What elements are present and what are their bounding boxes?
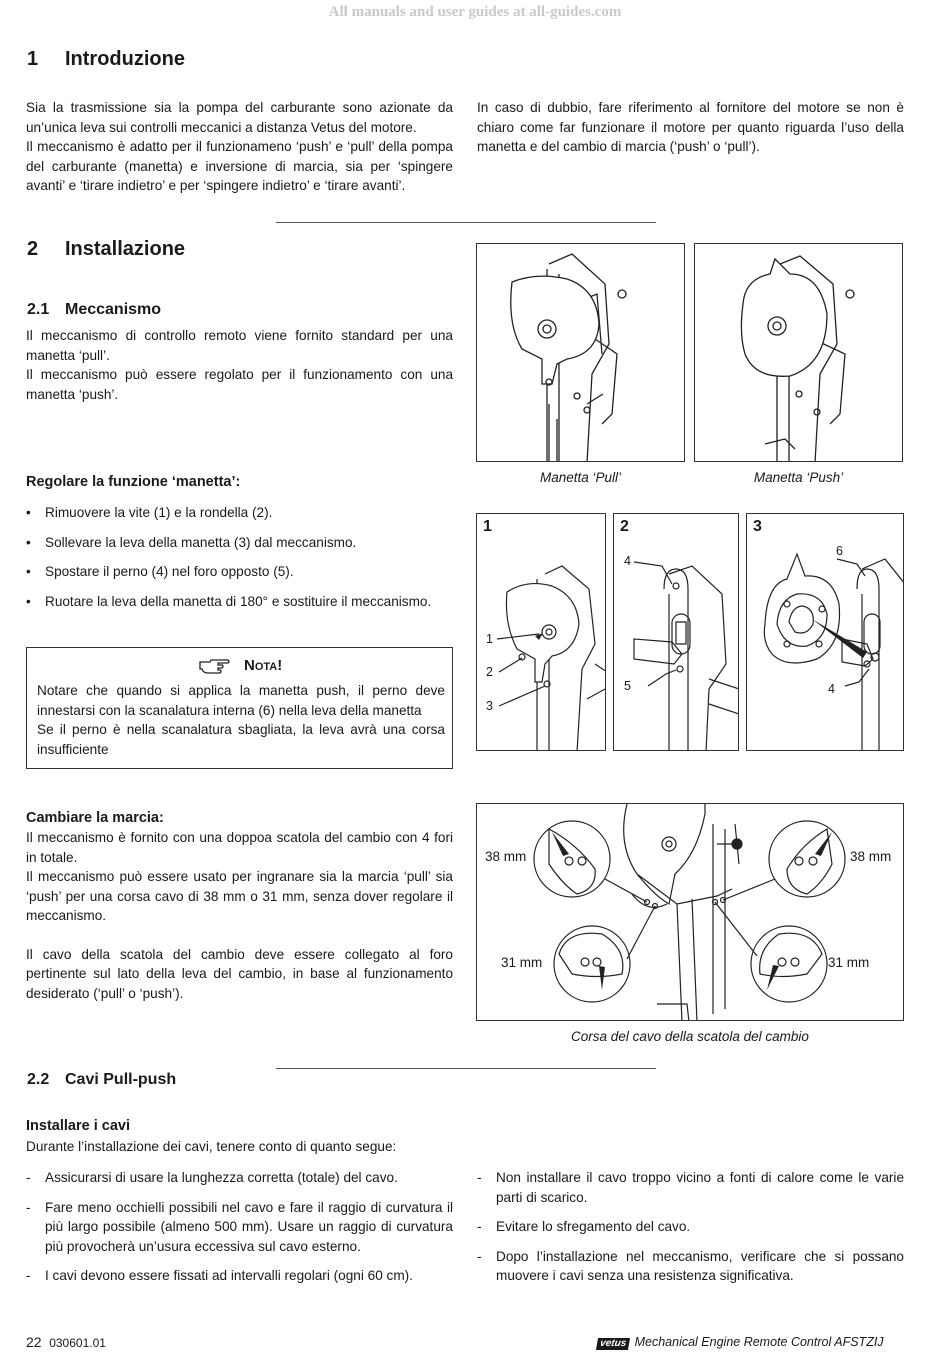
cables-right-list	[477, 1168, 904, 1296]
paragraph: Il meccanismo può essere regolato per il funzionamento con una manetta ‘push’.	[26, 367, 453, 402]
subsection-2-2-heading	[27, 1070, 176, 1090]
list-item: • Rimuovere la vite (1) e la rondella (2).	[26, 503, 456, 523]
travel-label: 31 mm	[828, 955, 870, 970]
throttle-heading: Regolare la funzione ‘manetta’:	[26, 474, 241, 490]
document-title: Mechanical Engine Remote Control AFSTZIJ	[634, 1335, 884, 1349]
figure-step-1	[476, 513, 606, 751]
note-box	[26, 647, 453, 769]
figure-caption: Manetta ‘Push’	[753, 470, 844, 485]
mechanism-illustration	[695, 244, 903, 462]
paragraph: Sia la trasmissione sia la pompa del carburante sono azionate da un’unica leva sui controlli meccanici a distanza Vetus del motore.	[26, 100, 453, 135]
page-footer-left	[26, 1333, 106, 1354]
list-item: - Dopo l’installazione nel meccanismo, verificare che si possano muovere i cavi senza una resistenza significativa.	[477, 1247, 904, 1286]
watermark: All manuals and user guides at all-guides.com	[328, 4, 622, 20]
figure-caption: Corsa del cavo della scatola del cambio	[571, 1029, 809, 1044]
figure-push-throttle	[694, 243, 903, 462]
pointing-hand-icon	[198, 656, 232, 676]
cables-left-list	[26, 1168, 453, 1296]
paragraph: Il cavo della scatola del cambio deve essere collegato al foro pertinente sul lato della leva del cambio, in base al funzionamento desiderato (‘pull’ o ‘push’).	[26, 946, 453, 1001]
section-title: Introduzione	[65, 48, 185, 70]
subsection-number: 2.1	[27, 301, 50, 318]
mechanism-text	[26, 326, 453, 404]
figure-step-2	[613, 513, 739, 751]
divider	[276, 222, 656, 223]
callout-label: 2	[486, 665, 493, 679]
subsection-2-1-heading	[27, 300, 161, 320]
subsection-title: Cavi Pull-push	[65, 1071, 177, 1088]
travel-label: 38 mm	[850, 849, 892, 864]
list-item: • Spostare il perno (4) nel foro opposto (5).	[26, 562, 456, 582]
throttle-steps-list	[26, 503, 456, 621]
step-3-illustration	[747, 514, 904, 751]
note-header	[198, 656, 318, 676]
figure-step-3	[746, 513, 904, 751]
figure-pull-throttle	[476, 243, 685, 462]
vetus-logo: vetus	[596, 1338, 630, 1350]
paragraph: Il meccanismo è adatto per il funzionameno ‘push’ e ‘pull’ della pompa del carburante (manetta) e inversione di marcia, sia per ‘spingere avanti’ e ‘tirare indietro’ e per ‘spingere indietro’ e ‘tirare avanti’.	[26, 139, 453, 193]
step-2-illustration	[614, 514, 739, 751]
callout-label: 3	[486, 699, 493, 713]
paragraph: Se il perno è nella scanalatura sbagliata, la leva avrà una corsa insufficiente	[37, 722, 445, 757]
list-item: - Evitare lo sfregamento del cavo.	[477, 1217, 904, 1237]
note-title: Nota!	[244, 657, 283, 674]
callout-label: 1	[486, 632, 493, 646]
figure-gear-travel	[476, 803, 904, 1021]
gear-travel-illustration	[477, 804, 904, 1021]
intro-right-text: In caso di dubbio, fare riferimento al fornitore del motore se non è chiaro come far funzionare il motore per quanto riguarda l’uso della manetta e del cambio di marcia (‘push’ o ‘pull’).	[477, 100, 904, 154]
travel-label: 31 mm	[501, 955, 543, 970]
document-code: 030601.01	[49, 1336, 106, 1350]
step-1-illustration	[477, 514, 606, 751]
section-2-heading	[27, 240, 185, 260]
page-number: 22	[26, 1334, 42, 1350]
step-number: 1	[483, 518, 492, 535]
list-item: - Assicurarsi di usare la lunghezza corretta (totale) del cavo.	[26, 1168, 453, 1188]
paragraph: Notare che quando si applica la manetta push, il perno deve innestarsi con la scanalatura interna (6) nella leva della manetta	[37, 683, 445, 718]
step-number: 3	[753, 518, 762, 535]
list-item: - Non installare il cavo troppo vicino a fonti di calore come le varie parti di scarico.	[477, 1168, 904, 1207]
section-number: 1	[27, 48, 39, 70]
callout-label: 4	[624, 554, 631, 568]
gear-heading: Cambiare la marcia:	[26, 810, 164, 826]
section-number: 2	[27, 238, 39, 260]
subsection-number: 2.2	[27, 1071, 50, 1088]
cables-subheading: Installare i cavi	[26, 1118, 130, 1134]
figure-caption: Manetta ‘Pull’	[539, 470, 622, 485]
cables-intro: Durante l’installazione dei cavi, tenere conto di quanto segue:	[26, 1139, 397, 1154]
list-item: • Ruotare la leva della manetta di 180° e sostituire il meccanismo.	[26, 592, 456, 612]
divider	[276, 1068, 656, 1069]
travel-label: 38 mm	[485, 849, 527, 864]
mechanism-illustration	[477, 244, 685, 462]
callout-label: 6	[836, 544, 843, 558]
section-1-heading	[27, 50, 185, 70]
gear-text	[26, 828, 453, 1003]
list-item: • Sollevare la leva della manetta (3) dal meccanismo.	[26, 533, 456, 553]
callout-label: 5	[624, 679, 631, 693]
callout-label: 4	[828, 682, 835, 696]
paragraph: Il meccanismo di controllo remoto viene fornito standard per una manetta ‘pull’.	[26, 328, 453, 363]
page-footer-right	[597, 1333, 884, 1353]
subsection-title: Meccanismo	[65, 301, 162, 318]
paragraph: Il meccanismo può essere usato per ingranare sia la marcia ‘pull’ sia ‘push’ per una corsa cavo di 38 mm o 31 mm, senza dover regolare il meccanismo.	[26, 869, 453, 923]
step-number: 2	[620, 518, 629, 535]
section-title: Installazione	[65, 238, 186, 260]
list-item: - I cavi devono essere fissati ad intervalli regolari (ogni 60 cm).	[26, 1266, 453, 1286]
paragraph: Il meccanismo è fornito con una doppoa scatola del cambio con 4 fori in totale.	[26, 830, 453, 865]
note-text	[37, 681, 445, 759]
intro-left-text	[26, 98, 453, 196]
list-item: - Fare meno occhielli possibili nel cavo e fare il raggio di curvatura il più largo possibile (almeno 500 mm). Usare un raggio di curvatura più provocherà un’usura eccessiva sul cavo esterno.	[26, 1198, 453, 1257]
